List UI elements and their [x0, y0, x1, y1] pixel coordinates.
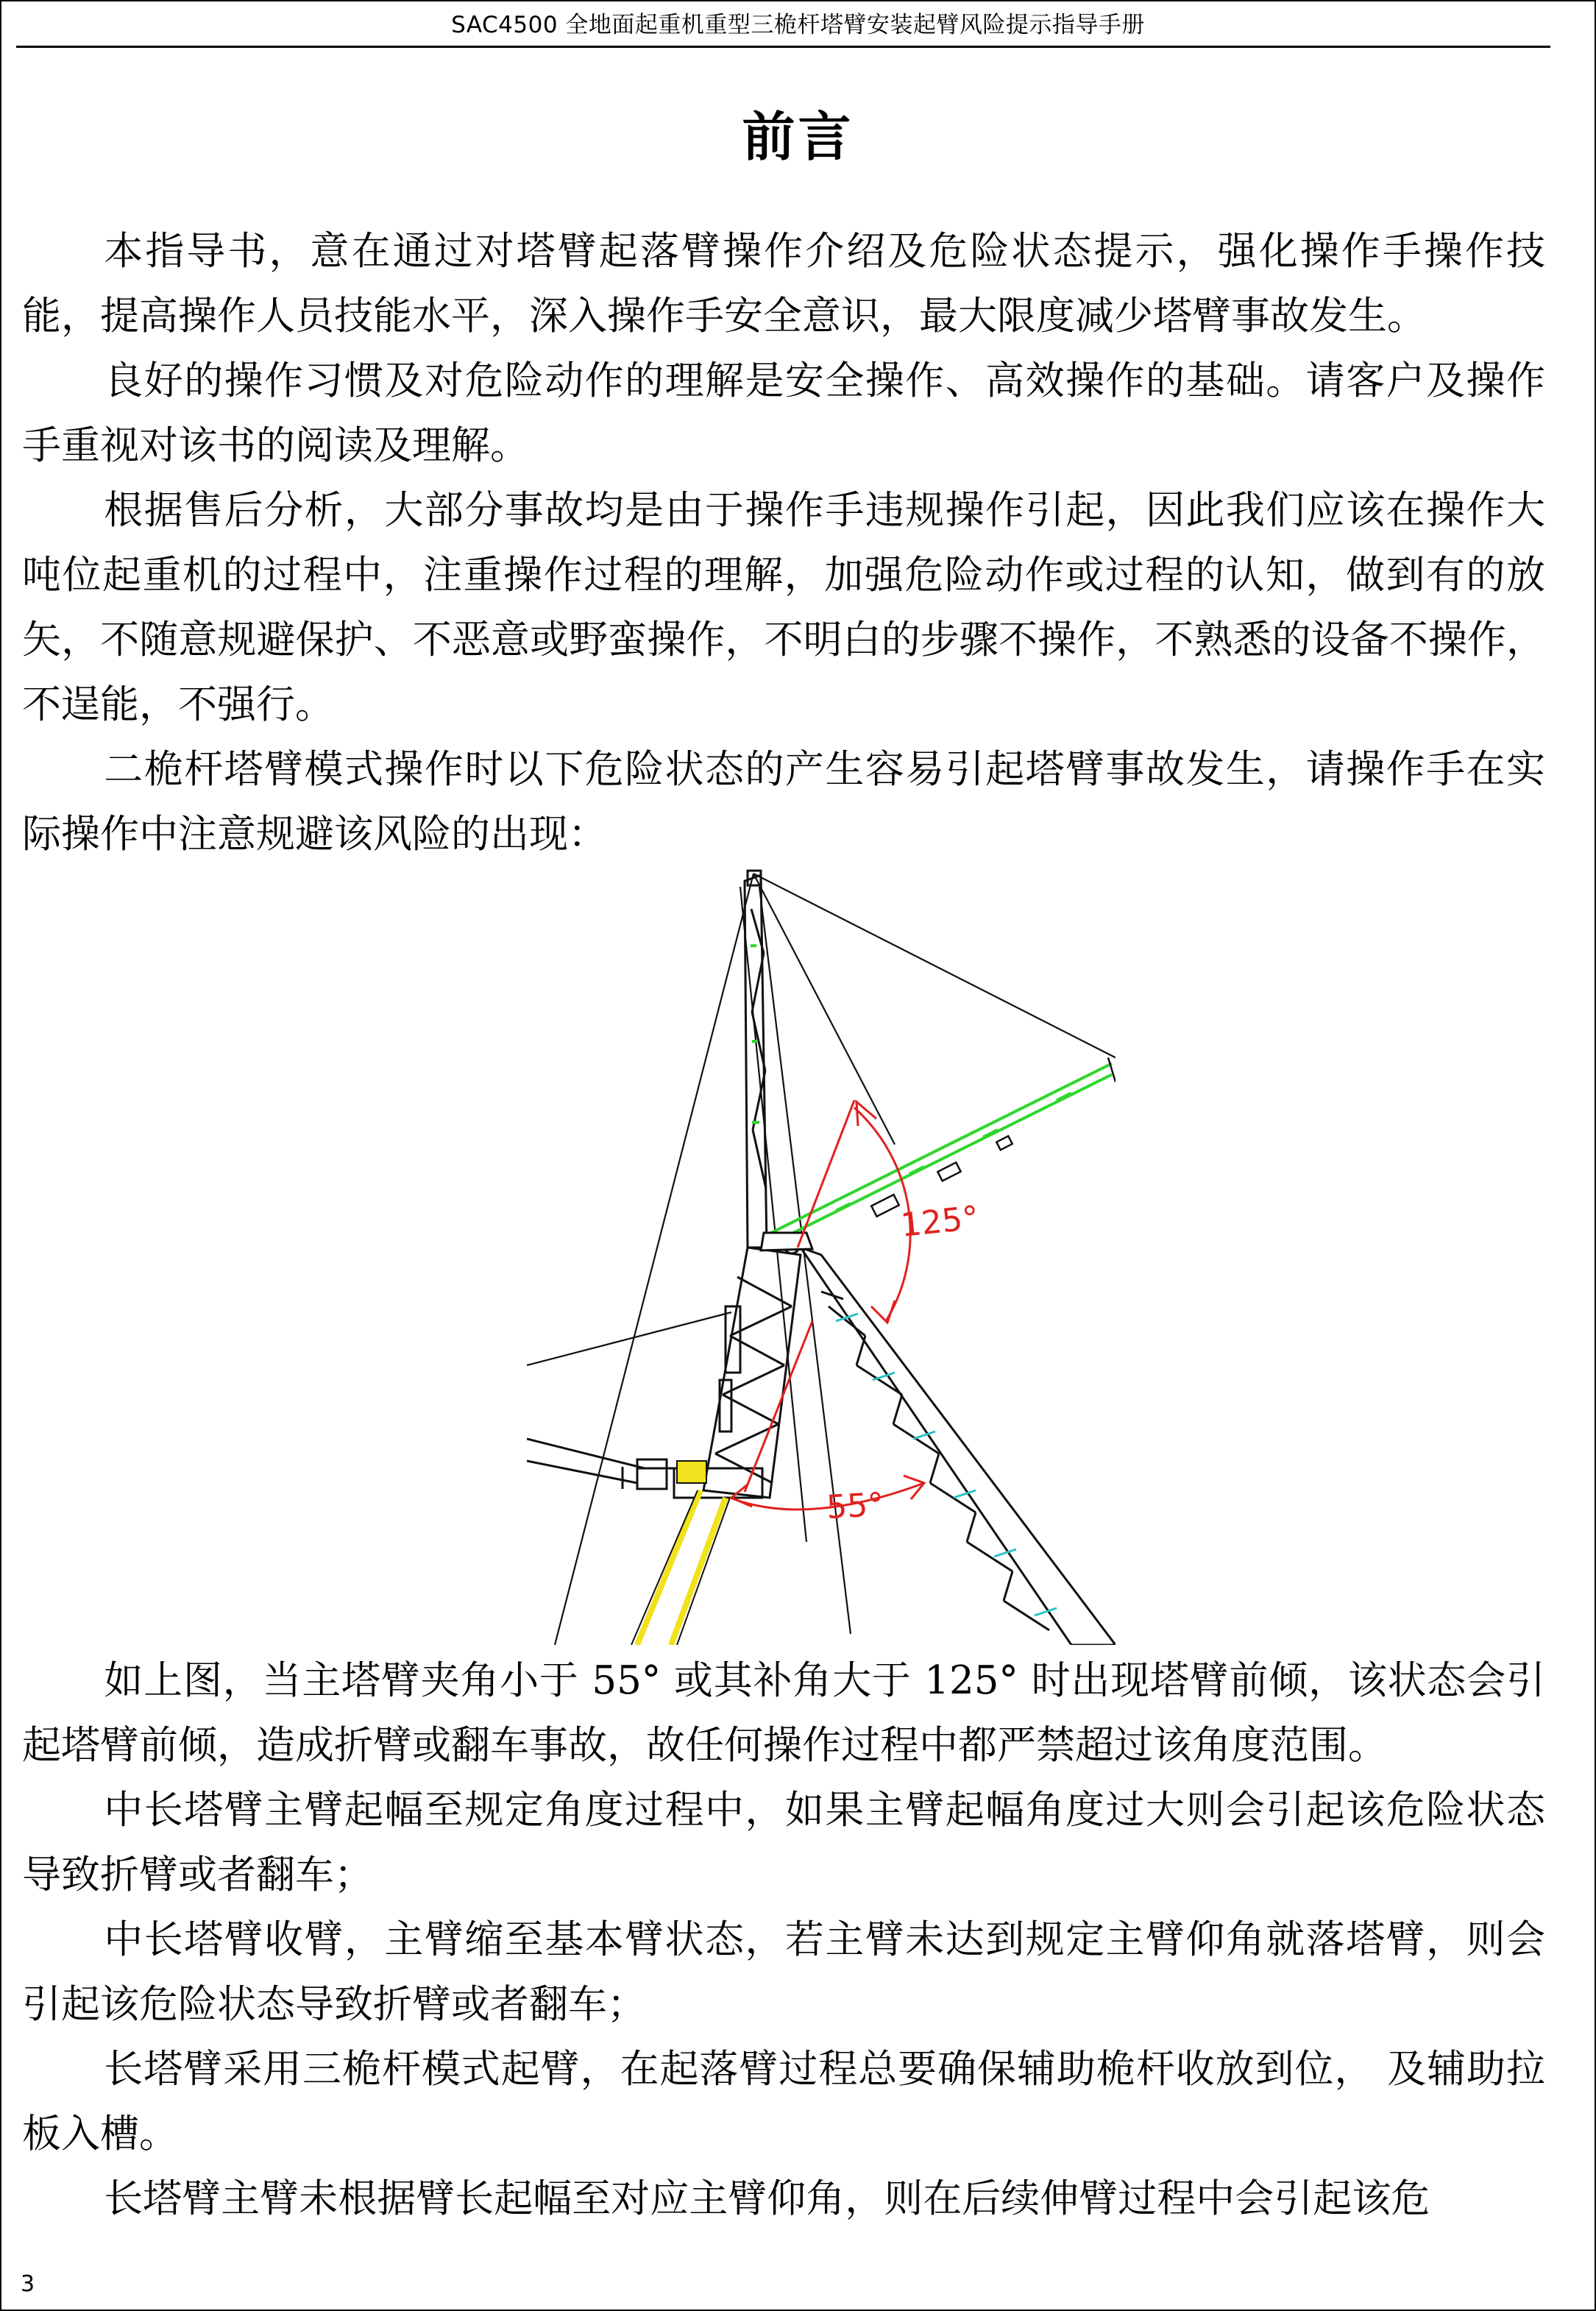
risk-text — [22, 1649, 1545, 2232]
main-boom-section — [703, 1247, 801, 1498]
paragraph: 长塔臂主臂未根据臂长起幅至对应主臂仰角，则在后续伸臂过程中会引起该危 — [104, 2176, 1430, 2221]
page-title: 前言 — [742, 106, 854, 168]
running-header: SAC4500 全地面起重机重型三桅杆塔臂安装起臂风险提示指导手册 — [451, 12, 1145, 38]
paragraph: 本指导书，意在通过对塔臂起落臂操作介绍及危险状态提示，强化操作手操作技能，提高操作人员技能水平，深入操作手安全意识，最大限度减少塔臂事故发生。 — [22, 229, 1545, 339]
intro-text — [22, 219, 1545, 867]
angle-125-label: 125° — [898, 1199, 981, 1245]
paragraph: 中长塔臂收臂，主臂缩至基本臂状态，若主臂未达到规定主臂仰角就落塔臂，则会引起该危险状态导致折臂或者翻车； — [22, 1917, 1545, 2027]
paragraph: 如上图，当主塔臂夹角小于 55° 或其补角大于 125° 时出现塔臂前倾，该状态会引起塔臂前倾，造成折臂或翻车事故，故任何操作过程中都严禁超过该角度范围。 — [22, 1658, 1545, 1768]
mast — [745, 871, 767, 1247]
boom-joint — [761, 1233, 812, 1253]
angle-55-label: 55° — [825, 1485, 885, 1526]
paragraph: 中长塔臂主臂起幅至规定角度过程中，如果主臂起幅角度过大则会引起该危险状态导致折臂或者翻车； — [22, 1788, 1545, 1897]
auxiliary-mast — [637, 1490, 726, 1645]
lattice-boom-accent — [836, 1314, 1057, 1615]
paragraph: 二桅杆塔臂模式操作时以下危险状态的产生容易引起塔臂事故发生，请操作手在实际操作中注意规避该风险的出现： — [22, 747, 1545, 857]
lattice-boom — [801, 1247, 1116, 1645]
header-divider — [16, 46, 1550, 48]
page-number: 3 — [21, 2271, 35, 2297]
paragraph: 根据售后分析，大部分事故均是由于操作手违规操作引起，因此我们应该在操作大吨位起重机的过程中，注重操作过程的理解，加强危险动作或过程的认知，做到有的放矢，不随意规避保护、不恶意或野蛮操作，不明白的步骤不操作，不熟悉的设备不操作，不逞能，不强行。 — [22, 488, 1545, 727]
paragraph: 良好的操作习惯及对危险动作的理解是安全操作、高效操作的基础。请客户及操作手重视对该书的阅读及理解。 — [22, 358, 1545, 468]
crane-angle-diagram — [527, 865, 1116, 1645]
paragraph: 长塔臂采用三桅杆模式起臂，在起落臂过程总要确保辅助桅杆收放到位， 及辅助拉板入槽。 — [22, 2047, 1545, 2156]
